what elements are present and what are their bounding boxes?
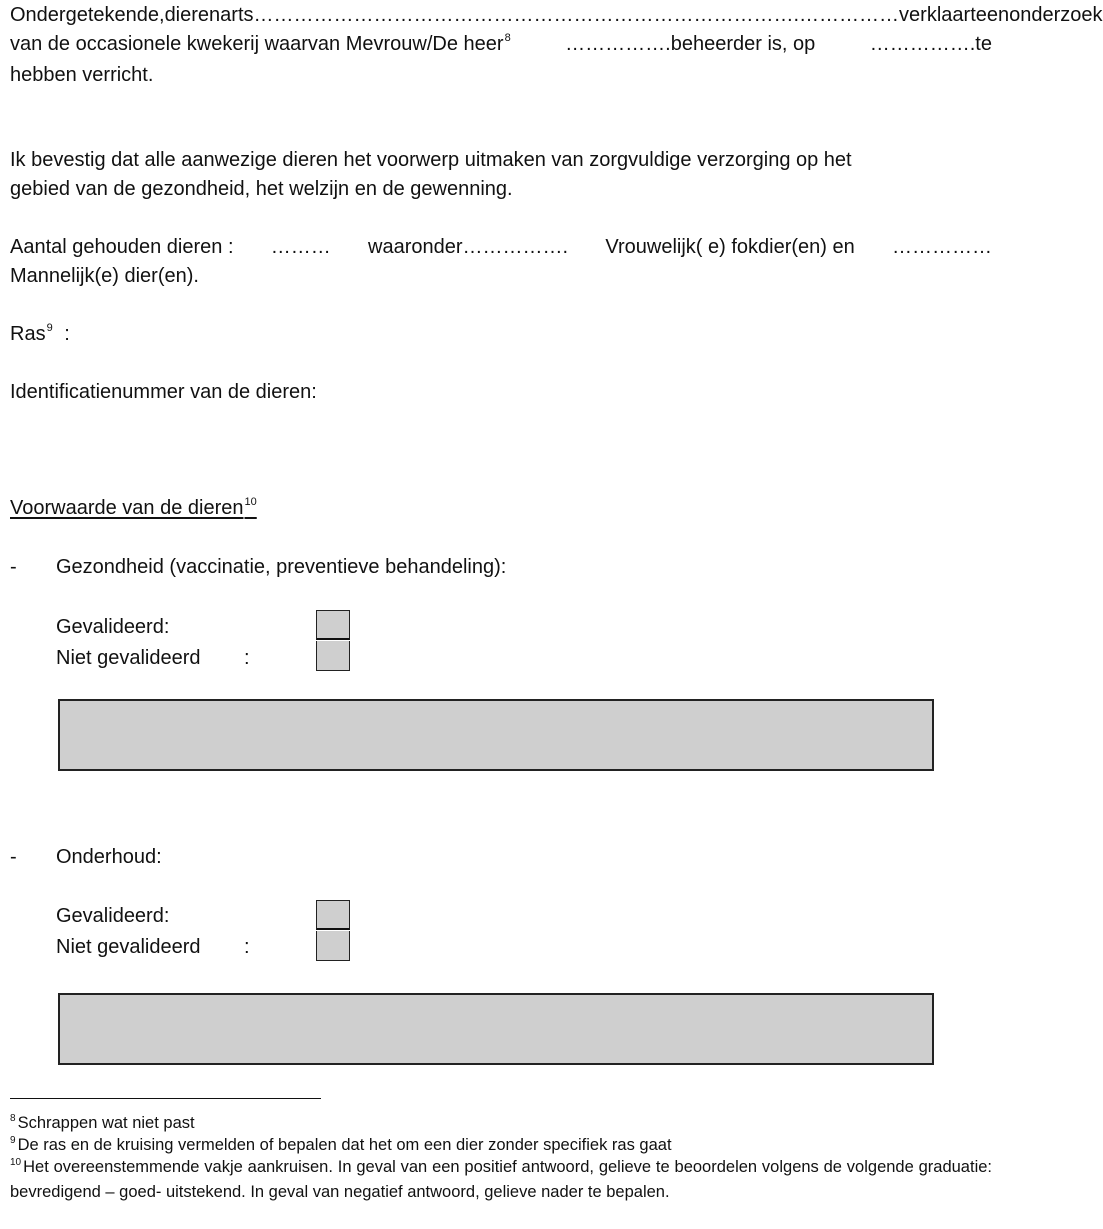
maintenance-not-validated-label: Niet gevalideerd xyxy=(56,936,201,958)
breed-label: Ras xyxy=(10,323,46,345)
footnote-number: 9 xyxy=(10,1135,16,1146)
intro-line-3 xyxy=(10,61,992,90)
male-count-blank[interactable]: …………… xyxy=(892,236,992,258)
maintenance-not-validated-checkbox[interactable] xyxy=(316,931,350,961)
animal-count-blank[interactable]: ……… xyxy=(270,236,331,258)
footnote-text: De ras en de kruising vermelden of bepalen dat het om een dier zonder specifiek ras gaat xyxy=(17,1136,672,1154)
health-dash: - xyxy=(10,556,17,578)
female-label: Vrouwelijk( e) fokdier(en) en xyxy=(605,236,855,258)
health-label: Gezondheid (vaccinatie, preventieve behandeling): xyxy=(56,556,507,578)
health-not-validated-checkbox[interactable] xyxy=(316,641,350,671)
intro-line-1 xyxy=(10,1,1103,30)
confirmation-paragraph xyxy=(10,146,992,203)
health-validated-checkbox[interactable] xyxy=(316,610,350,640)
footnote-ref: 9 xyxy=(46,322,53,334)
maintenance-remarks-field[interactable] xyxy=(58,993,934,1065)
health-remarks-field[interactable] xyxy=(58,699,934,771)
confirmation-text: gebied van de gezondheid, het welzijn en de gewenning. xyxy=(10,177,513,200)
maintenance-validated-label: Gevalideerd: xyxy=(56,905,170,927)
maintenance-validated-checkbox[interactable] xyxy=(316,900,350,930)
confirmation-text: Ik bevestig dat alle aanwezige dieren het voorwerp uitmaken van zorgvuldige verzorging op het xyxy=(10,149,852,171)
count-label: Aantal gehouden dieren : xyxy=(10,236,234,258)
keeper-name-blank[interactable]: …………….beheerder is, op xyxy=(565,32,816,55)
date-blank[interactable]: …………….te xyxy=(869,32,992,55)
footnote-number: 8 xyxy=(10,1113,16,1124)
veterinarian-name-blank[interactable]: ……………………………………………………………………….……………verklaart xyxy=(253,4,976,26)
intro-text: van de occasionele kwekerij waarvan Mevrouw/De heer$^8$ xyxy=(10,31,511,55)
intro-text: een xyxy=(975,4,1010,26)
footnote-ref: 8 xyxy=(504,31,511,44)
maintenance-label: Onderhoud: xyxy=(56,846,162,868)
animal-count-line xyxy=(10,233,992,262)
intro-text: hebben verricht. xyxy=(10,64,154,86)
health-not-validated-label: Niet gevalideerd xyxy=(56,647,201,669)
footnote-separator xyxy=(10,1098,321,1099)
conditions-title: Voorwaarde van de dieren$^{10}$ xyxy=(10,496,257,519)
identification-label: Identificatienummer van de dieren: xyxy=(10,381,317,403)
health-colon: : xyxy=(244,647,250,669)
health-validated-label: Gevalideerd: xyxy=(56,616,170,638)
footnote-text: Het overeenstemmende vakje aankruisen. In geval van een positief antwoord, gelieve te beoordelen volgens de volgende graduatie: bevredigend – goed- uitstekend. In geval van negatief antwoord, gelieve nader te bepalen. xyxy=(10,1158,992,1201)
maintenance-dash: - xyxy=(10,846,17,868)
footnote-ref: 10 xyxy=(244,496,257,508)
male-label: Mannelijk(e) dier(en). xyxy=(10,264,199,287)
footnote-10 xyxy=(10,1156,992,1204)
intro-text: Ondergetekende, xyxy=(10,4,165,26)
intro-line-2 xyxy=(10,30,992,62)
intro-text: onderzoek xyxy=(1009,4,1103,26)
breed-colon: : xyxy=(64,323,70,345)
breed-field xyxy=(10,320,70,351)
among-blank[interactable]: waaronder……………. xyxy=(368,236,569,258)
footnote-text: Schrappen wat niet past xyxy=(17,1114,195,1132)
animal-count-paragraph xyxy=(10,233,992,290)
maintenance-colon: : xyxy=(244,936,250,958)
intro-text: dierenarts xyxy=(164,4,254,26)
footnote-number: 10 xyxy=(10,1157,22,1168)
intro-paragraph xyxy=(10,1,1103,90)
